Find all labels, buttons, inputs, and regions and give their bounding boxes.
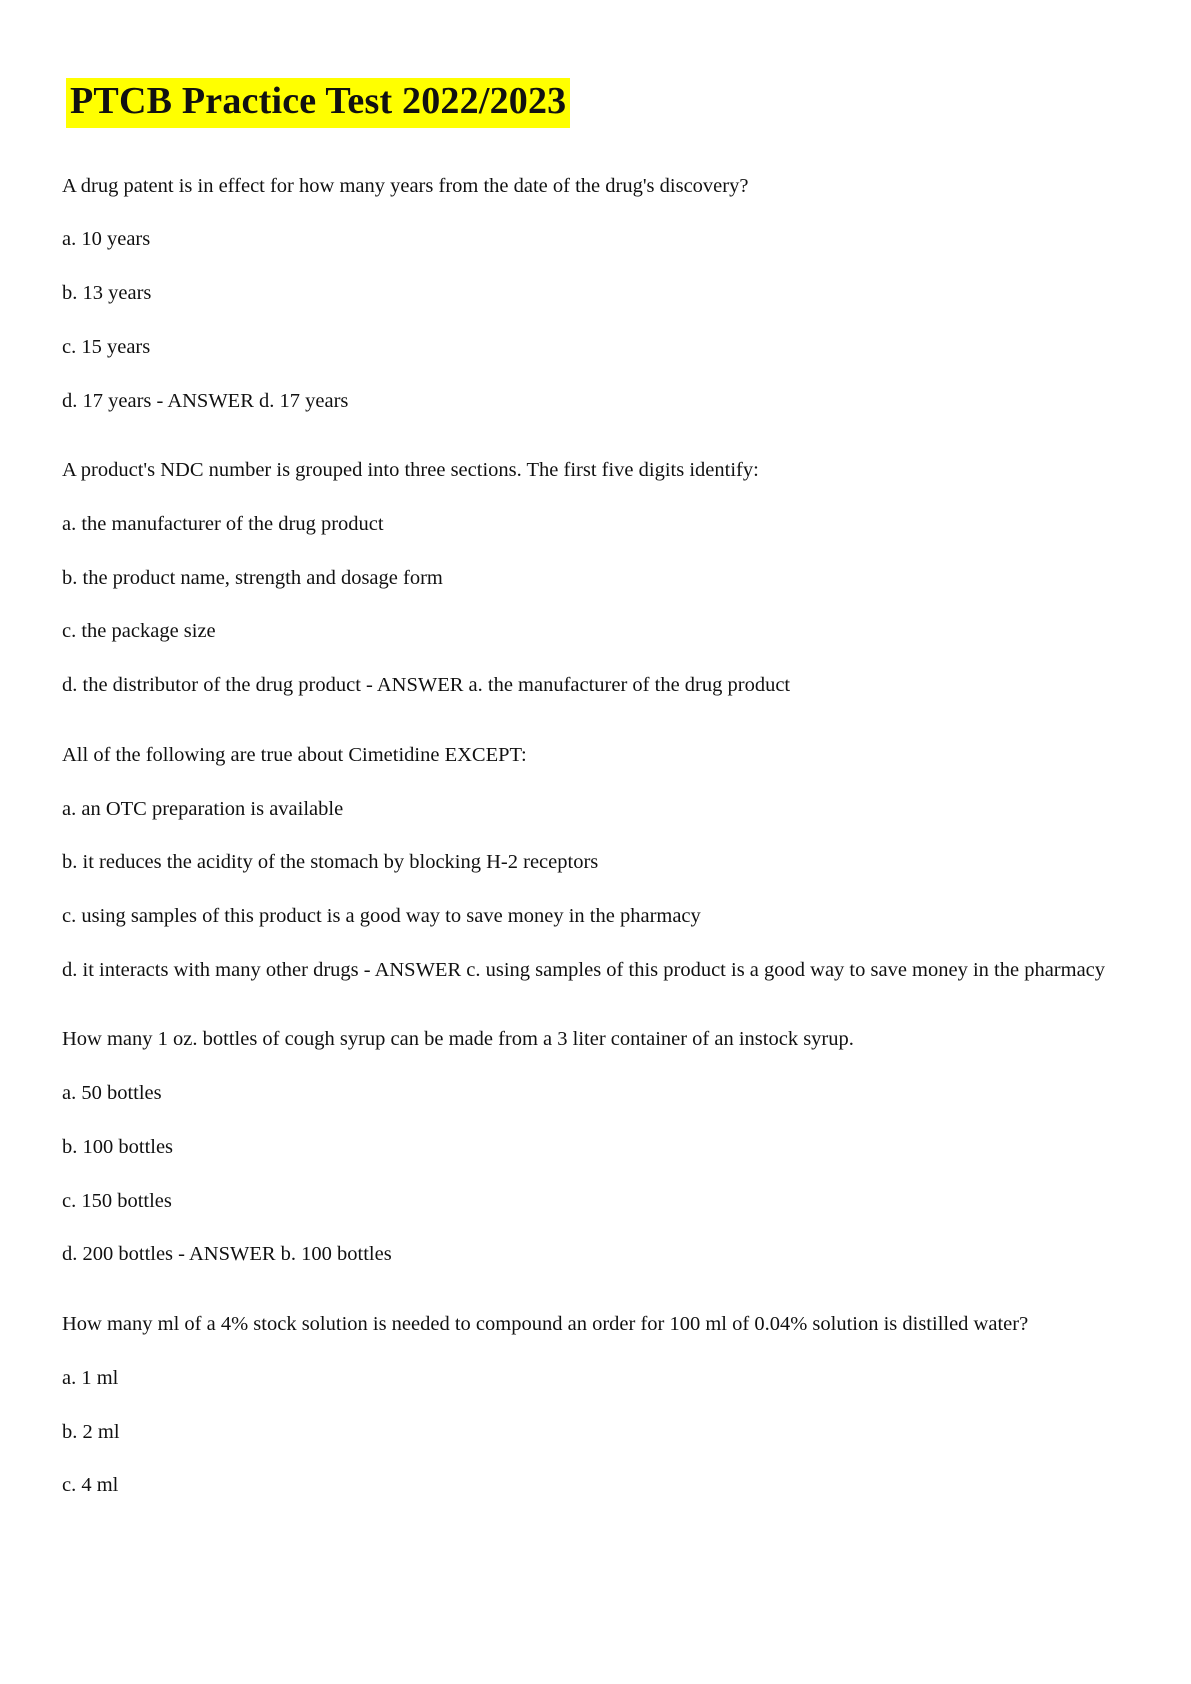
question-block-3: [62, 741, 1113, 986]
question-option: b. 2 ml: [62, 1420, 120, 1443]
question-option: c. the package size: [62, 620, 216, 643]
question-option: b. the product name, strength and dosage form: [62, 566, 443, 589]
page-title-wrapper: [66, 60, 1113, 128]
question-option-answer: d. 17 years - ANSWER d. 17 years: [62, 389, 349, 412]
question-option: c. using samples of this product is a good way to save money in the pharmacy: [62, 905, 701, 928]
question-option: c. 4 ml: [62, 1474, 119, 1497]
question-prompt: A product's NDC number is grouped into three sections. The first five digits identify:: [62, 459, 759, 482]
question-option-answer: d. 200 bottles - ANSWER b. 100 bottles: [62, 1243, 392, 1266]
question-block-4: [62, 1025, 1113, 1270]
question-block-2: [62, 456, 1113, 701]
page-title: PTCB Practice Test 2022/2023: [66, 78, 570, 128]
question-option: a. 1 ml: [62, 1366, 119, 1389]
question-prompt: How many ml of a 4% stock solution is needed to compound an order for 100 ml of 0.04% solution is distilled water?: [62, 1313, 1029, 1336]
question-option: a. the manufacturer of the drug product: [62, 513, 384, 535]
question-option: b. it reduces the acidity of the stomach by blocking H-2 receptors: [62, 851, 599, 874]
question-option: a. 10 years: [62, 228, 151, 251]
question-block-1: [62, 172, 1113, 417]
question-option: a. 50 bottles: [62, 1082, 162, 1105]
question-option-answer: d. the distributor of the drug product - ANSWER a. the manufacturer of the drug product: [62, 674, 791, 697]
question-prompt: All of the following are true about Cimetidine EXCEPT:: [62, 743, 527, 766]
question-option: c. 15 years: [62, 335, 151, 358]
question-prompt: How many 1 oz. bottles of cough syrup can be made from a 3 liter container of an instock syrup.: [62, 1028, 854, 1051]
question-option: b. 13 years: [62, 282, 152, 305]
question-prompt: A drug patent is in effect for how many years from the date of the drug's discovery?: [62, 174, 749, 197]
question-option-answer: d. it interacts with many other drugs - ANSWER c. using samples of this product is a good way to save money in the pharmacy: [62, 958, 1106, 981]
question-block-5: [62, 1310, 1113, 1501]
question-option: c. 150 bottles: [62, 1189, 172, 1212]
question-option: b. 100 bottles: [62, 1135, 174, 1158]
question-option: a. an OTC preparation is available: [62, 797, 344, 820]
